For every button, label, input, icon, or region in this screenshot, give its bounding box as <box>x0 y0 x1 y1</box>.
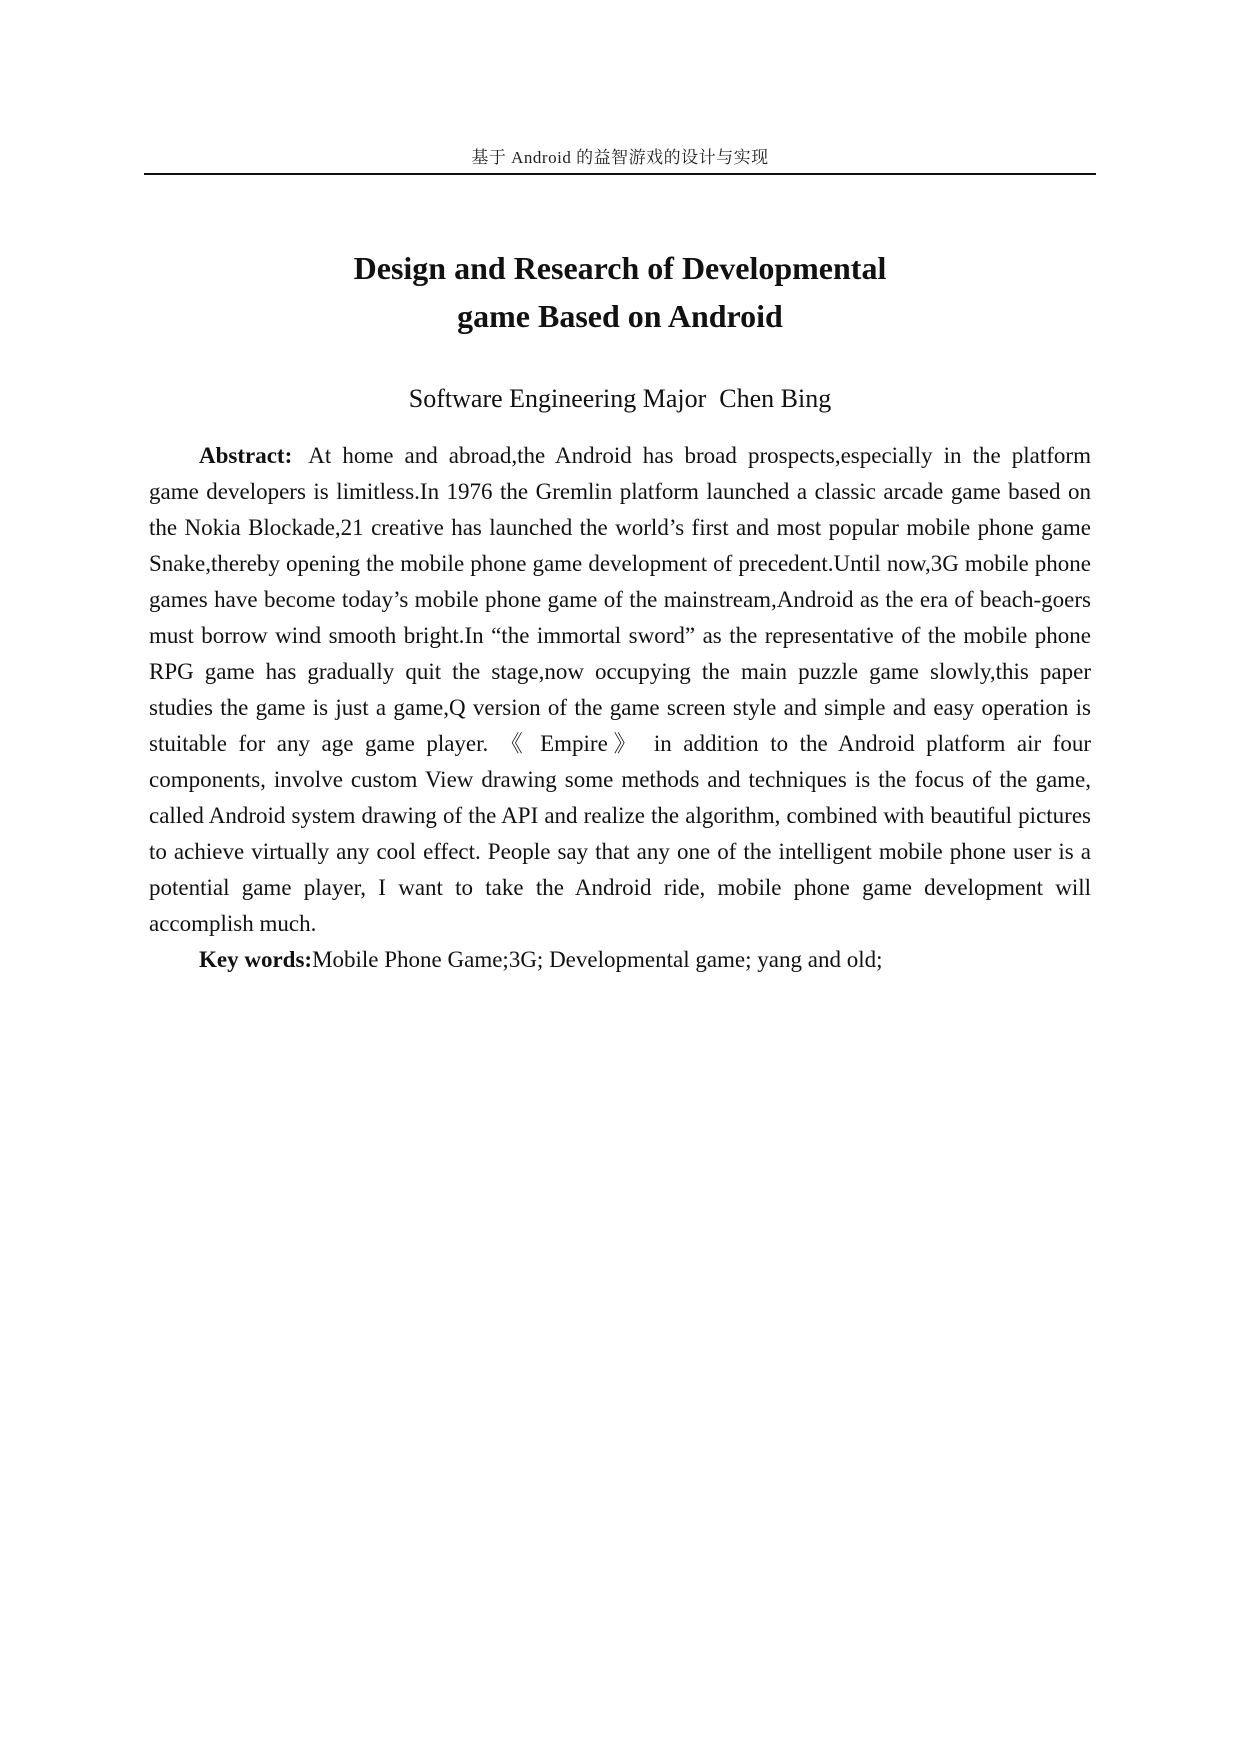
keywords-paragraph <box>149 942 1091 978</box>
keywords-label: Key words: <box>199 947 313 972</box>
paper-title-line-2: game Based on Android <box>457 298 783 334</box>
author-byline: Software Engineering Major Chen Bing <box>408 384 832 413</box>
running-header: 基于 Android 的益智游戏的设计与实现 <box>471 148 769 167</box>
paper-title <box>144 244 1096 340</box>
abstract-text: At home and abroad,the Android has broad prospects,especially in the platform game developers is limitless.In 1976 the Gremlin platform launched a classic arcade game based on the Nokia Blockade,21 creative has launched the world’s first and most popular mobile phone game Snake,thereby opening the mobile phone game development of precedent.Until now,3G mobile phone games have become today’s mobile phone game of the mainstream,Android as the era of beach-goers must borrow wind smooth bright.In “the immortal sword” as the representative of the mobile phone RPG game has gradually quit the stage,now occupying the main puzzle game slowly,this paper studies the game is just a game,Q version of the game screen style and simple and easy operation is stuitable for any age game player. 《 Empire》 in addition to the Android platform air four components, involve custom View drawing some methods and techniques is the focus of the game, called Android system drawing of the API and realize the algorithm, combined with beautiful pictures to achieve virtually any cool effect. People say that any one of the intelligent mobile phone user is a potential game player, I want to take the Android ride, mobile phone game development will accomplish much. <box>149 443 1091 936</box>
abstract-section <box>149 438 1091 978</box>
keywords-text: Mobile Phone Game;3G; Developmental game; yang and old; <box>312 947 883 972</box>
abstract-paragraph <box>149 438 1091 942</box>
header-divider <box>144 173 1096 175</box>
abstract-label: Abstract: <box>199 443 293 468</box>
paper-title-line-1: Design and Research of Developmental <box>353 250 887 286</box>
